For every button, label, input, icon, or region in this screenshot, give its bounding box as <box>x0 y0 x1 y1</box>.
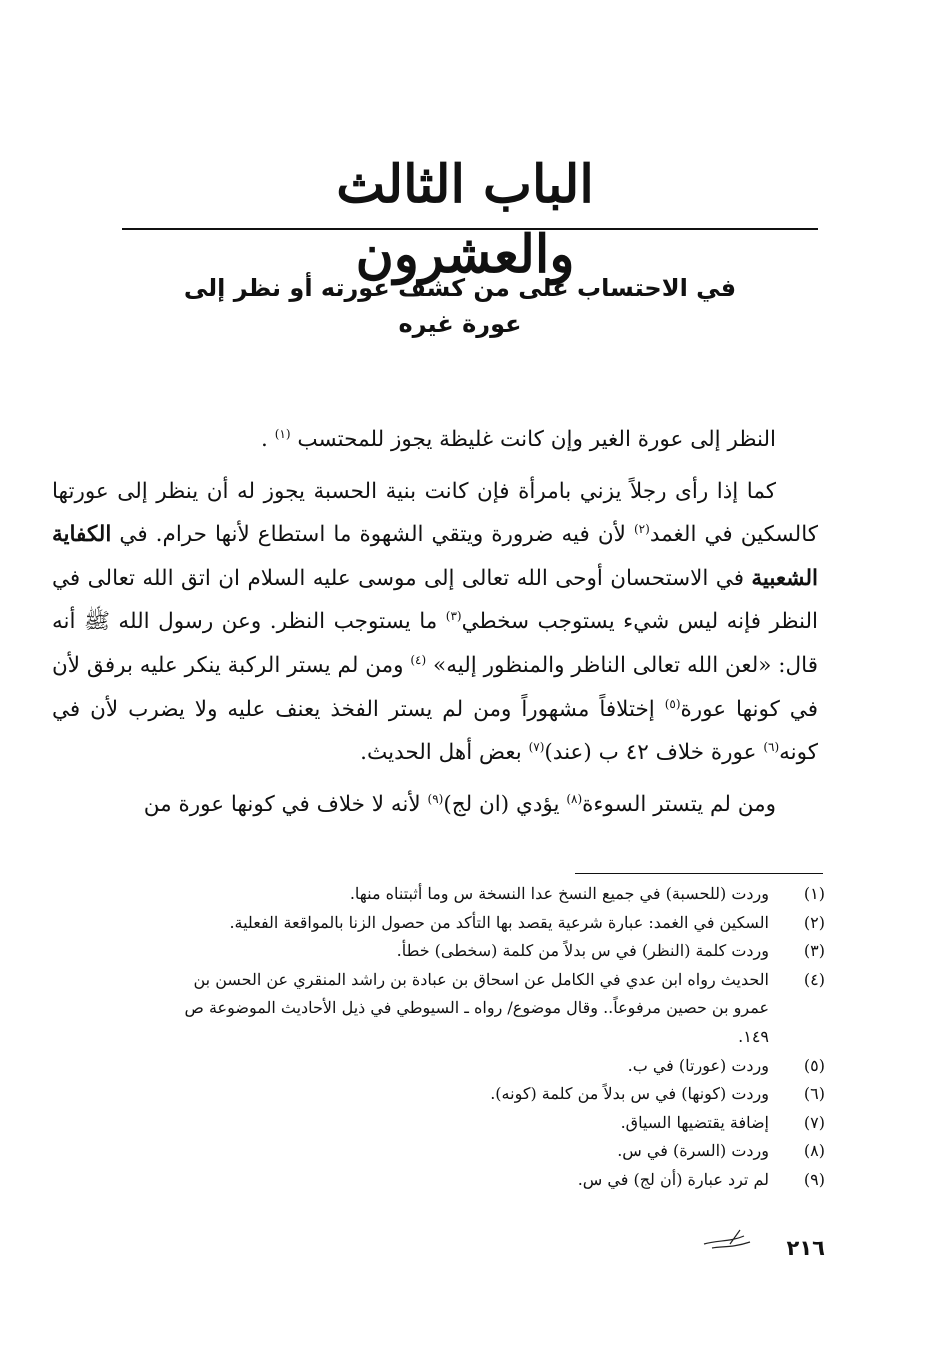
chapter-subtitle: في الاحتساب على من كشف عورته أو نظر إلى عورة غيره <box>183 274 737 338</box>
footnote-1 <box>120 880 825 909</box>
paragraph-3 <box>52 783 818 827</box>
footnote-9 <box>120 1166 825 1195</box>
footnote-text: الحديث رواه ابن عدي في الكامل عن اسحاق بن عبادة بن راشد المنقري عن الحسن بن <box>193 969 769 989</box>
footnote-8 <box>120 1137 825 1166</box>
footnote-number: (٥) <box>803 1055 825 1075</box>
book-name: الكفاية الشعبية <box>52 522 818 591</box>
footnote-text: وردت (للحسبة) في جميع النسخ عدا النسخة س وما أثبتناه منها. <box>349 884 769 903</box>
p3-text-b: يؤدي (ان لج) <box>443 791 560 817</box>
title-underline <box>122 228 818 230</box>
footnote-number: (٦) <box>803 1084 825 1104</box>
p2-text-b: لأن فيه ضرورة ويتقي الشهوة ما استطاع لأنها حرام. في <box>119 522 626 548</box>
p2-text-f: إختلافاً مشهوراً ومن لم يستر الفخذ يعنف عليه ولا يضرب لأن في كونه <box>52 696 818 766</box>
footnote-number: (٨) <box>803 1141 825 1161</box>
footnote-ref-2: (٢) <box>633 522 650 537</box>
footnote-divider <box>575 873 823 874</box>
footnote-ref-1: (١) <box>274 426 291 441</box>
footnote-ref-3: (٣) <box>445 609 462 624</box>
footnote-ref-7: (٧) <box>528 740 545 754</box>
paragraph-2 <box>52 470 818 775</box>
footnote-number: (٤) <box>803 969 825 989</box>
pen-mark <box>700 1222 760 1252</box>
main-text <box>52 418 818 834</box>
footnote-7 <box>120 1109 825 1138</box>
footnotes <box>120 880 825 1195</box>
footnote-text: وردت (السرة) في س. <box>617 1141 769 1161</box>
footnote-4-page-ref: ١٤٩. <box>738 1026 769 1046</box>
footnote-number: (٧) <box>803 1112 825 1132</box>
p3-text-c: لأنه لا خلاف في كونها عورة من <box>143 791 421 817</box>
footnote-number: (٣) <box>803 941 825 961</box>
page-number: ٢١٦ <box>786 1236 825 1260</box>
p2-text-g: عورة خلاف ٤٢ ب (عند) <box>544 740 757 766</box>
p3-text-a: ومن لم يتستر السوءة <box>582 791 776 817</box>
footnote-text: وردت (كونها) في س بدلاً من كلمة (كونه). <box>490 1084 769 1104</box>
p2-text-h: بعض أهل الحديث. <box>360 740 522 766</box>
footnote-4 <box>120 966 825 995</box>
paragraph-1 <box>52 418 818 462</box>
footnote-ref-4: (٤) <box>410 652 427 667</box>
footnote-text: وردت (عورتا) في ب. <box>627 1055 769 1075</box>
p2-text-a: كما إذا رأى رجلاً يزني بامرأة فإن كانت بنية الحسبة يجوز له أن ينظر إلى عورتها كالسكين في الغمد <box>52 478 819 548</box>
footnote-text: إضافة يقتضيها السياق. <box>620 1112 769 1132</box>
p1-end: . <box>261 427 268 452</box>
footnote-number: (١) <box>803 884 825 903</box>
footnote-ref-8: (٨) <box>566 791 583 806</box>
footnote-2 <box>120 909 825 938</box>
p2-text-e: ومن لم يستر الركبة ينكر عليه برفق لأن في كونها عورة <box>52 652 818 722</box>
footnote-ref-9: (٩) <box>427 791 444 806</box>
footnote-number: (٢) <box>803 912 825 932</box>
footnote-4-continued: عمرو بن حصين مرفوعاً.. وقال موضوع/ رواه ـ السيوطي في ذيل الأحاديث الموضوعة ص <box>184 998 769 1018</box>
p2-text-c: في الاستحسان أوحى الله تعالى إلى موسى عليه السلام ان اتق الله تعالى في النظر فإنه ليس شيء يستوجب سخطي <box>52 565 818 635</box>
footnote-number: (٩) <box>803 1169 825 1189</box>
footnote-text: السكين في الغمد: عبارة شرعية يقصد بها التأكد من حصول الزنا بالمواقعة الفعلية. <box>229 912 769 932</box>
chapter-title: الباب الثالث والعشرون <box>336 154 594 285</box>
footnote-ref-6: (٦) <box>763 740 780 754</box>
footnote-3 <box>120 937 825 966</box>
p1-text: النظر إلى عورة الغير وإن كانت غليظة يجوز للمحتسب <box>297 427 776 452</box>
footnote-ref-5: (٥) <box>664 696 681 711</box>
footnote-text: لم ترد عبارة (أن لج) في س. <box>577 1169 769 1189</box>
p2-text-d: ما يستوجب النظر. وعن رسول الله ﷺ أنه قال: «لعن الله تعالى الناظر والمنظور إليه» <box>52 609 819 678</box>
footnote-6 <box>120 1080 825 1109</box>
footnote-5 <box>120 1052 825 1081</box>
footnote-text: وردت كلمة (النظر) في س بدلاً من كلمة (سخطى) خطأ. <box>396 941 769 961</box>
